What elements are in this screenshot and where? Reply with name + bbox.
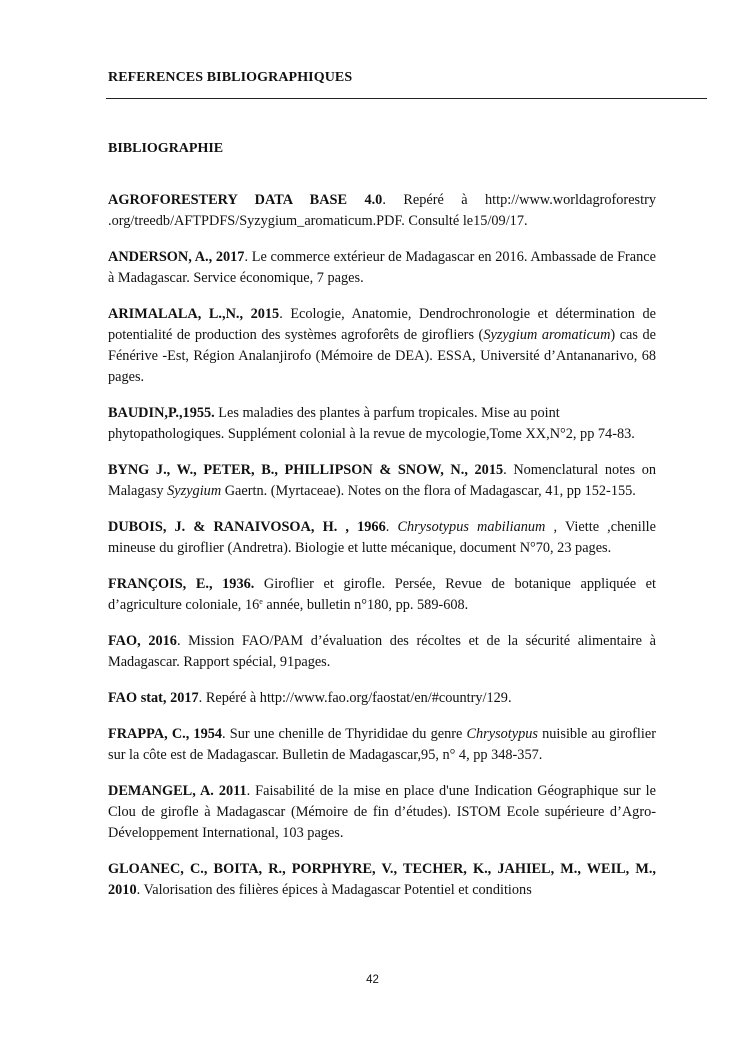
reference-list xyxy=(108,190,656,916)
reference-item: DUBOIS, J. & RANAIVOSOA, H. , 1966. Chrysotypus mabilianum , Viette ,chenille mineuse du giroflier (Andretra). Biologie et lutte mécanique, document N°70, 23 pages. xyxy=(108,519,657,556)
reference-item: FAO, 2016. Mission FAO/PAM d’évaluation des récoltes et de la sécurité alimentaire à Madagascar. Rapport spécial, 91pages. xyxy=(108,633,657,670)
reference-item: ANDERSON, A., 2017. Le commerce extérieur de Madagascar en 2016. Ambassade de France à Madagascar. Service économique, 7 pages. xyxy=(108,249,656,286)
reference-item: FRAPPA, C., 1954. Sur une chenille de Thyrididae du genre Chrysotypus nuisible au giroflier sur la côte est de Madagascar. Bulletin de Madagascar,95, n° 4, pp 348-357. xyxy=(108,726,656,763)
page-number: 42 xyxy=(366,974,379,986)
reference-item: BAUDIN,P.,1955. Les maladies des plantes à parfum tropicales. Mise au point phytopathologiques. Supplément colonial à la revue de mycologie,Tome XX,N°2, pp 74-83. xyxy=(108,405,635,442)
page-header-title: REFERENCES BIBLIOGRAPHIQUES xyxy=(108,70,353,85)
reference-item: FRANÇOIS, E., 1936. Giroflier et girofle. Persée, Revue de botanique appliquée et d’agriculture coloniale, 16e année, bulletin n°180, pp. 589-608. xyxy=(108,576,656,613)
reference-item: BYNG J., W., PETER, B., PHILLIPSON & SNOW, N., 2015. Nomenclatural notes on Malagasy Syzygium Gaertn. (Myrtaceae). Notes on the flora of Madagascar, 41, pp 152-155. xyxy=(108,462,656,499)
header-divider xyxy=(106,98,707,99)
reference-item: FAO stat, 2017. Repéré à http://www.fao.org/faostat/en/#country/129. xyxy=(108,690,512,706)
section-title: BIBLIOGRAPHIE xyxy=(108,141,224,156)
reference-item: AGROFORESTERY DATA BASE 4.0. Repéré à http://www.worldagroforestry .org/treedb/AFTPDFS/Syzygium_aromaticum.PDF. Consulté le15/09/17. xyxy=(108,192,656,229)
reference-item: DEMANGEL, A. 2011. Faisabilité de la mise en place d'une Indication Géographique sur le Clou de girofle à Madagascar (Mémoire de fin d’études). ISTOM Ecole supérieure d’Agro-Développement International, 103 pages. xyxy=(108,783,656,841)
reference-item: ARIMALALA, L.,N., 2015. Ecologie, Anatomie, Dendrochronologie et détermination de potentialité de production des systèmes agroforêts de girofliers (Syzygium aromaticum) cas de Fénérive -Est, Région Analanjirofo (Mémoire de DEA). ESSA, Université d’Antananarivo, 68 pages. xyxy=(108,306,656,385)
reference-item: GLOANEC, C., BOITA, R., PORPHYRE, V., TECHER, K., JAHIEL, M., WEIL, M., 2010. Valorisation des filières épices à Madagascar Potentiel et conditions xyxy=(108,861,656,898)
